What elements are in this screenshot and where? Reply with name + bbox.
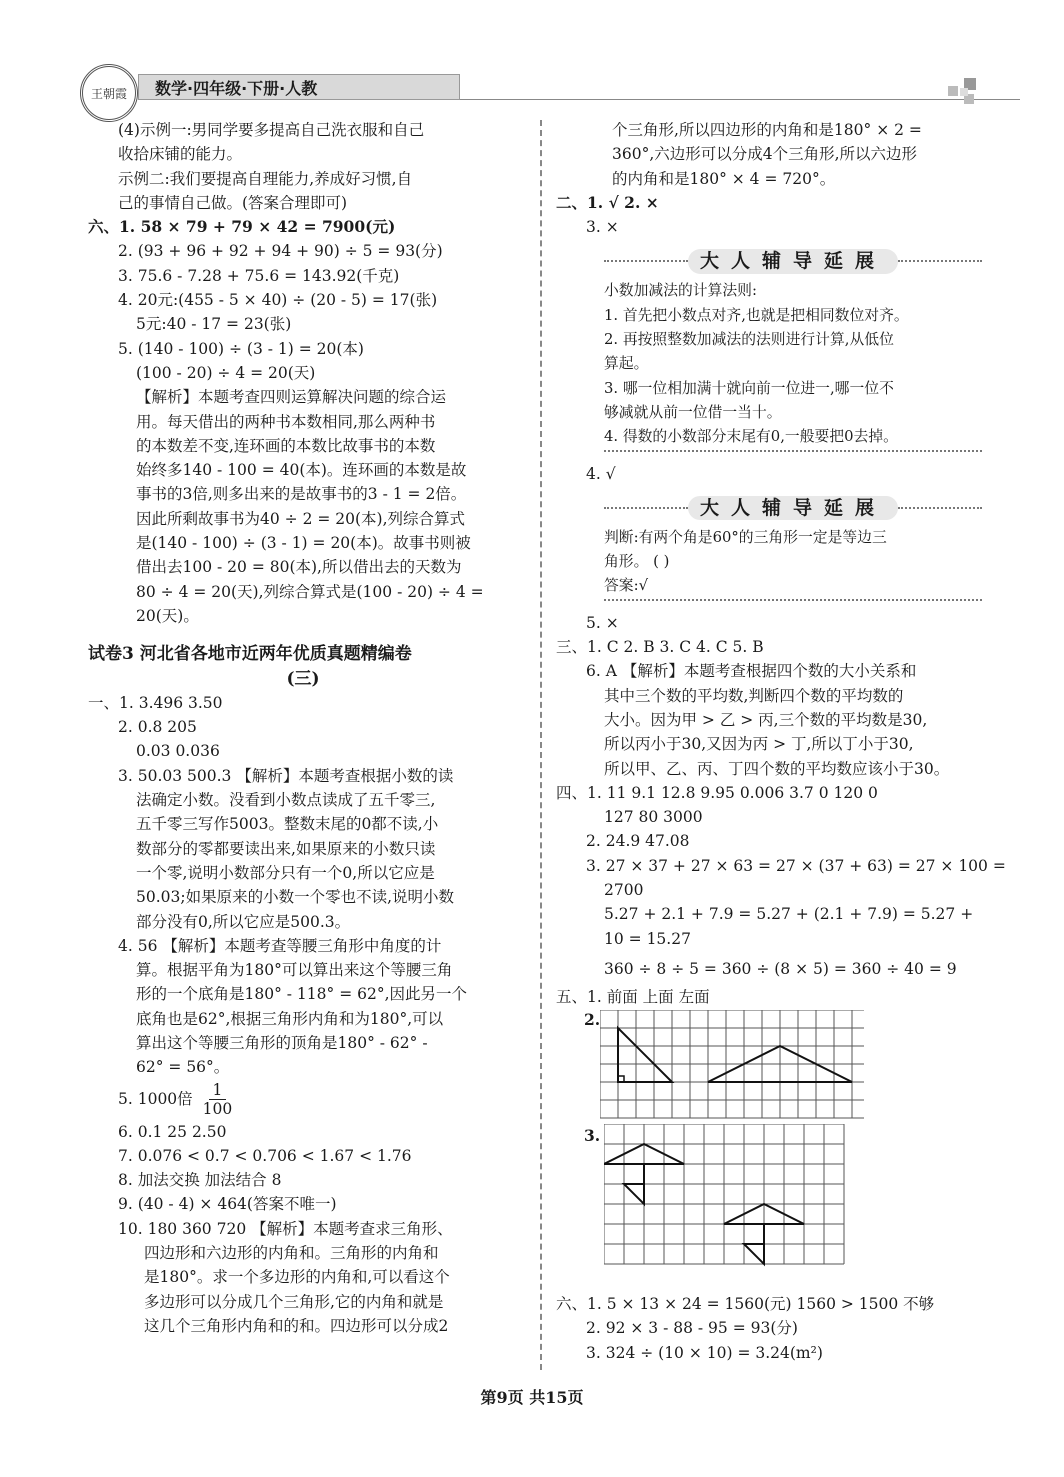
logo-text: 王朝霞: [90, 86, 127, 101]
analysis-line: 四边形和六边形的内角和。三角形的内角和: [144, 1244, 439, 1263]
left-column: [88, 118, 518, 1338]
extension-line: 够减就从前一位借一当十。: [604, 403, 782, 421]
grid-lines: [600, 1010, 864, 1118]
dotted-rule: [898, 507, 982, 509]
answer-line: 5. ×: [586, 613, 619, 632]
analysis-line: 部分没有0,所以它应是500.3。: [136, 912, 351, 931]
answer-line: 6. A 【解析】本题考查根据四个数的大小关系和: [586, 662, 917, 681]
fraction-denominator: 100: [202, 1100, 233, 1119]
text-line: 收拾床铺的能力。: [118, 145, 243, 164]
answer-line: 7. 0.076 < 0.7 < 0.706 < 1.67 < 1.76: [118, 1146, 412, 1165]
header-rule: [460, 99, 1020, 100]
analysis-line: 【解析】本题考查四则运算解决问题的综合运: [136, 388, 447, 407]
analysis-line: 因此所剩故事书为40 ÷ 2 = 20(本),列综合算式: [136, 509, 466, 528]
brand-logo: [80, 64, 138, 122]
answer-line: 10 = 15.27: [604, 929, 691, 948]
right-triangle-front-view: [618, 1028, 672, 1082]
analysis-line: 一个零,说明小数部分只有一个0,所以它应是: [136, 863, 435, 882]
grid-label: 2.: [584, 1010, 601, 1029]
answer-line: 3. 75.6 - 7.28 + 75.6 = 143.92(千克): [118, 266, 400, 285]
answer-grid-3: [604, 1124, 848, 1276]
deco-square: [948, 86, 958, 96]
page-footer: 第9页 共15页: [480, 1388, 584, 1407]
answer-line: 127 80 3000: [604, 808, 703, 827]
grid-label: 3.: [584, 1126, 601, 1145]
analysis-line: 底角也是62°,根据三角形内角和为180°,可以: [136, 1009, 444, 1028]
analysis-line: 50.03;如果原来的小数一个零也不读,说明小数: [136, 888, 455, 907]
extension-title: 大人辅导延展: [688, 249, 898, 273]
section-subtitle: (三): [286, 668, 320, 689]
answer-line: 4. √: [586, 464, 616, 483]
answer-line: 三、1. C 2. B 3. C 4. C 5. B: [556, 638, 764, 657]
fraction-numerator: 1: [209, 1081, 227, 1100]
right-column: [556, 118, 1006, 1010]
analysis-line: 事书的3倍,则多出来的是故事书的3 - 1 = 2倍。: [136, 485, 467, 504]
analysis-line: 算。根据平角为180°可以算出来这个等腰三角: [136, 961, 453, 980]
answer-line: 3. 50.03 500.3 【解析】本题考查根据小数的读: [118, 766, 454, 785]
analysis-line: 的本数差不变,连环画的本数比故事书的本数: [136, 436, 436, 455]
analysis-line: 80 ÷ 4 = 20(天),列综合算式是(100 - 20) ÷ 4 =: [136, 582, 484, 601]
answer-line: (100 - 20) ÷ 4 = 20(天): [136, 363, 316, 382]
extension-end-rule: [604, 599, 982, 605]
extension-body: [604, 279, 982, 449]
extension-line: 答案:√: [604, 577, 649, 595]
extension-line: 算起。: [604, 355, 649, 373]
section-title: 试卷3 河北省各地市近两年优质真题精编卷: [88, 644, 412, 665]
analysis-line: 的内角和是180° × 4 = 720°。: [612, 169, 836, 188]
analysis-line: 所以甲、乙、丙、丁四个数的平均数应该小于30。: [604, 759, 950, 778]
answer-line: 10. 180 360 720 【解析】本题考查求三角形、: [118, 1219, 453, 1238]
text-line: 己的事情自己做。(答案合理即可): [118, 193, 348, 212]
dotted-rule: [604, 260, 688, 262]
extension-line: 小数加减法的计算法则:: [604, 282, 757, 300]
dotted-rule: [604, 507, 688, 509]
answer-line: [88, 1080, 518, 1120]
deco-square: [960, 88, 968, 96]
extension-end-rule: [604, 450, 982, 456]
extension-header: [604, 245, 982, 277]
answer-line: 4. 20元:(455 - 5 × 40) ÷ (20 - 5) = 17(张): [118, 291, 438, 310]
answer-line: 3. 324 ÷ (10 × 10) = 3.24(m²): [586, 1343, 823, 1362]
answer-line: 2. 0.8 205: [118, 718, 197, 737]
extension-body: [604, 526, 982, 599]
q5-label: 5. 1000倍: [118, 1090, 193, 1109]
answer-line: 5.27 + 2.1 + 7.9 = 5.27 + (2.1 + 7.9) = 5.27 +: [604, 905, 974, 924]
analysis-line: 所以丙小于30,又因为丙 > 丁,所以丁小于30,: [604, 735, 914, 754]
answer-line: 六、1. 58 × 79 + 79 × 42 = 7900(元): [88, 217, 396, 237]
answer-line: 9. (40 - 4) × 464(答案不唯一): [118, 1195, 337, 1214]
analysis-line: 算出这个等腰三角形的顶角是180° - 62° -: [136, 1033, 428, 1052]
text-line: (4)示例一:男同学要多提高自己洗衣服和自己: [118, 121, 425, 139]
answer-line: 5. (140 - 100) ÷ (3 - 1) = 20(本): [118, 339, 364, 358]
analysis-line: 法确定小数。没看到小数点读成了五千零三,: [136, 791, 436, 810]
analysis-line: 62° = 56°。: [136, 1058, 230, 1077]
answer-line: 2. 24.9 47.08: [586, 832, 690, 851]
fraction: [203, 1081, 233, 1118]
answer-line: 6. 0.1 25 2.50: [118, 1122, 227, 1141]
header-title: 数学·四年级·下册·人教: [138, 74, 460, 100]
answer-line: 4. 56 【解析】本题考查等腰三角形中角度的计: [118, 936, 442, 955]
answer-line: 四、1. 11 9.1 12.8 9.95 0.006 3.7 0 120 0: [556, 783, 878, 802]
answer-line: 360 ÷ 8 ÷ 5 = 360 ÷ (8 × 5) = 360 ÷ 40 = 9: [604, 959, 957, 978]
answer-line: 5元:40 - 17 = 23(张): [136, 315, 292, 334]
answer-line: 一、1. 3.496 3.50: [88, 693, 223, 712]
extension-line: 1. 首先把小数点对齐,也就是把相同数位对齐。: [604, 306, 909, 324]
analysis-line: 个三角形,所以四边形的内角和是180° × 2 =: [612, 121, 922, 139]
dotted-rule: [898, 260, 982, 262]
right-column-bottom: [556, 1292, 982, 1365]
analysis-line: 其中三个数的平均数,判断四个数的平均数的: [604, 686, 904, 705]
analysis-line: 20(天)。: [136, 606, 199, 625]
text-line: 示例二:我们要提高自理能力,养成好习惯,自: [118, 169, 413, 188]
answer-line: 六、1. 5 × 13 × 24 = 1560(元) 1560 > 1500 不够: [556, 1295, 935, 1313]
answer-line: 3. ×: [586, 218, 619, 237]
extension-line: 4. 得数的小数部分末尾有0,一般要把0去掉。: [604, 428, 898, 446]
analysis-line: 数部分的零都要读出来,如果原来的小数只读: [136, 839, 436, 858]
answer-line: 3. 27 × 37 + 27 × 63 = 27 × (37 + 63) = 27 × 100 =: [586, 856, 1006, 875]
answer-line: 2700: [604, 881, 644, 900]
answer-line: 0.03 0.036: [136, 742, 220, 761]
analysis-line: 形的一个底角是180° - 118° = 62°,因此另一个: [136, 985, 468, 1004]
answer-line: 二、1. √ 2. ×: [556, 192, 659, 212]
extension-title: 大人辅导延展: [688, 496, 898, 520]
answer-line: 8. 加法交换 加法结合 8: [118, 1171, 282, 1190]
extension-line: 3. 哪一位相加满十就向前一位进一,哪一位不: [604, 379, 894, 397]
analysis-line: 借出去100 - 20 = 80(本),所以借出去的天数为: [136, 558, 462, 577]
extension-line: 判断:有两个角是60°的三角形一定是等边三: [604, 528, 887, 546]
extension-line: 2. 再按照整数加减法的法则进行计算,从低位: [604, 331, 894, 349]
column-divider: [540, 120, 542, 1370]
analysis-line: 大小。因为甲 > 乙 > 丙,三个数的平均数是30,: [604, 710, 928, 729]
answer-line: 五、1. 前面 上面 左面: [556, 988, 710, 1007]
analysis-line: 五千零三写作5003。整数末尾的0都不读,小: [136, 815, 439, 834]
analysis-line: 始终多140 - 100 = 40(本)。连环画的本数是故: [136, 461, 467, 480]
analysis-line: 用。每天借出的两种书本数相同,那么两种书: [136, 412, 436, 431]
page-header: [80, 64, 990, 108]
answer-grid-2: [600, 1010, 864, 1120]
analysis-line: 多边形可以分成几个三角形,它的内角和就是: [144, 1292, 444, 1311]
answer-line: 2. 92 × 3 - 88 - 95 = 93(分): [586, 1319, 798, 1338]
analysis-line: 这几个三角形内角和的和。四边形可以分成2: [144, 1316, 449, 1335]
analysis-line: 是(140 - 100) ÷ (3 - 1) = 20(本)。故事书则被: [136, 534, 471, 553]
analysis-line: 是180°。求一个多边形的内角和,可以看这个: [144, 1268, 450, 1287]
answer-line: 2. (93 + 96 + 92 + 94 + 90) ÷ 5 = 93(分): [118, 242, 443, 261]
extension-header: [604, 492, 982, 524]
analysis-line: 360°,六边形可以分成4个三角形,所以六边形: [612, 145, 918, 164]
extension-line: 角形。 ( ): [604, 553, 670, 571]
